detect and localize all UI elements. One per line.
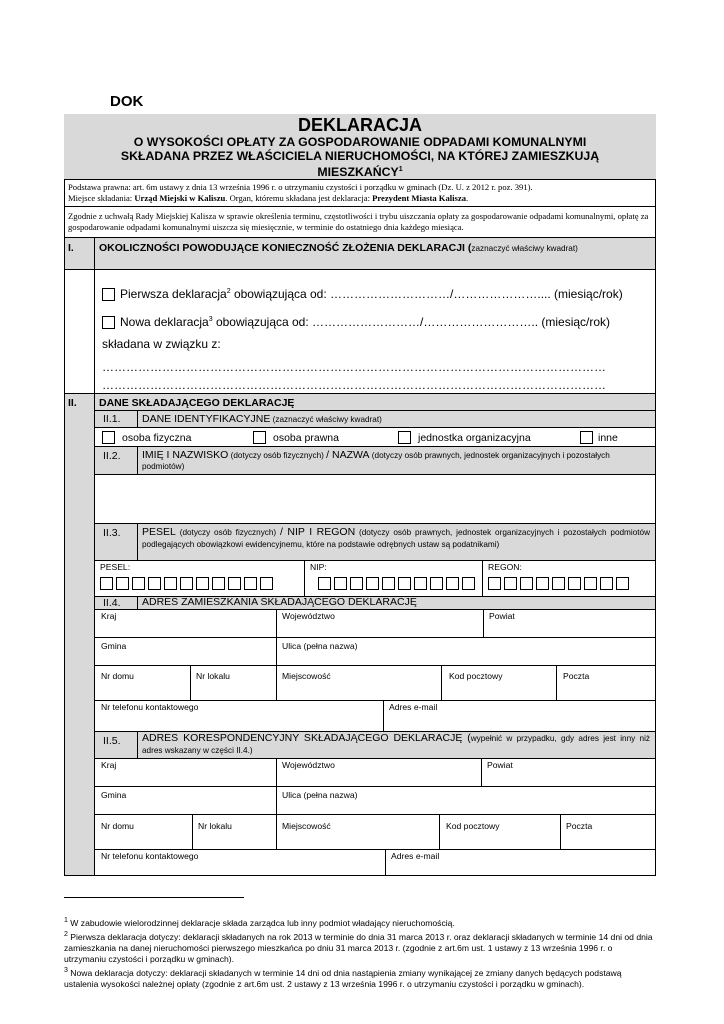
section-2-title: DANE SKŁADAJĄCEGO DEKLARACJĘ — [99, 397, 295, 409]
apartment-number-field[interactable]: Nr lokalu — [196, 671, 230, 681]
document-code: DOK — [110, 93, 144, 110]
other-checkbox[interactable] — [580, 431, 593, 444]
digit-cell[interactable] — [196, 577, 209, 590]
digit-cell[interactable] — [228, 577, 241, 590]
digit-cell[interactable] — [536, 577, 549, 590]
section-2-4-number: II.4. — [103, 597, 121, 609]
digit-cell[interactable] — [398, 577, 411, 590]
section-1-title: OKOLICZNOŚCI POWODUJĄCE KONIECZNOŚĆ ZŁOŻENIA DEKLARACJI (zaznaczyć właściwy kwadrat) — [99, 242, 578, 254]
resolution-note: Zgodnie z uchwałą Rady Miejskiej Kalisza w sprawie określenia terminu, częstotliwości i trybu uiszczania opłaty za gospodarowanie odpadami komunalnymi, opłatę za gospodarowanie odpadami komunalnymi uiszcza się miesięcznie, w terminie do ostatniego dnia każdego miesiąca. — [68, 211, 649, 232]
corr-city-field[interactable]: Miejscowość — [282, 821, 331, 831]
phone-field[interactable]: Nr telefonu kontaktowego — [101, 702, 199, 712]
digit-cell[interactable] — [100, 577, 113, 590]
person-checkbox[interactable] — [102, 431, 115, 444]
digit-cell[interactable] — [350, 577, 363, 590]
nip-label: NIP: — [310, 562, 327, 572]
legal-entity-label: osoba prawna — [273, 432, 339, 444]
section-2-number: II. — [68, 397, 77, 409]
city-field[interactable]: Miejscowość — [282, 671, 331, 681]
corr-voivodeship-field[interactable]: Województwo — [282, 760, 335, 770]
digit-cell[interactable] — [244, 577, 257, 590]
organizational-unit-checkbox[interactable] — [398, 431, 411, 444]
voivodeship-field[interactable]: Województwo — [282, 611, 335, 621]
house-number-field[interactable]: Nr domu — [101, 671, 134, 681]
corr-email-field[interactable]: Adres e-mail — [391, 851, 440, 861]
footnote-separator — [64, 897, 244, 898]
digit-cell[interactable] — [366, 577, 379, 590]
first-declaration-checkbox[interactable] — [102, 288, 115, 301]
form-subtitle-2: SKŁADANA PRZEZ WŁAŚCICIELA NIERUCHOMOŚCI, NA KTÓREJ ZAMIESZKUJĄ — [120, 149, 600, 163]
corr-phone-field[interactable]: Nr telefonu kontaktowego — [101, 851, 199, 861]
country-field[interactable]: Kraj — [101, 611, 117, 621]
digit-cell[interactable] — [318, 577, 331, 590]
digit-cell[interactable] — [260, 577, 273, 590]
corr-post-office-field[interactable]: Poczta — [566, 821, 593, 831]
digit-cell[interactable] — [568, 577, 581, 590]
legal-entity-checkbox[interactable] — [253, 431, 266, 444]
digit-cell[interactable] — [212, 577, 225, 590]
name-input[interactable] — [95, 475, 655, 523]
section-1-number: I. — [68, 242, 74, 254]
corr-house-number-field[interactable]: Nr domu — [101, 821, 134, 831]
digit-cell[interactable] — [600, 577, 613, 590]
commune-field[interactable]: Gmina — [101, 641, 127, 651]
footnote-3: $^3$ Nowa deklaracja dotyczy: deklaracji składanych w terminie 14 dni od dnia nastąpienia zmiany wynikającej ze zmiany danych będących podstawą ustalenia wysokości należnej opłaty (zgodnie z art.6m ust. 2 ustawy z 13 września 1996 r. o utrzymaniu czystości i porządku w gminach). — [64, 966, 622, 989]
section-2-5-number: II.5. — [103, 735, 121, 747]
section-2-2-title: IMIĘ I NAZWISKO (dotyczy osób fizycznych) / NAZWA (dotyczy osób prawnych, jednostek organizacyjnych i pozostałych podmiotów) — [142, 449, 610, 471]
footnote-2: $^2$ Pierwsza deklaracja dotyczy: deklaracji składanych na rok 2013 w terminie do dnia 31 marca 2013 r. oraz deklaracji składanych w terminie 14 dni od dnia zamieszkania na danej nieruchomości pierwszego mieszkańca po dniu 31 marca 2013 r. (zgodnie z art.6m ust. 1 ustawy z 13 września 1996 r. o utrzymaniu czystości i porządku w gminach). — [64, 930, 653, 964]
digit-cell[interactable] — [382, 577, 395, 590]
digit-cell[interactable] — [446, 577, 459, 590]
section-2-3-title: PESEL (dotyczy osób fizycznych) / NIP I REGON (dotyczy osób prawnych, jednostek organizacyjnych i pozostałych podmiotów podlegających obowiązkowi ewidencyjnemu, które na podstawie odrębnych ustaw są podatnikami) — [142, 527, 650, 549]
form-subtitle-3: MIESZKAŃCY$^1$ — [317, 165, 403, 180]
digit-cell[interactable] — [164, 577, 177, 590]
section-2-5-title: ADRES KORESPONDENCYJNY SKŁADAJĄCEGO DEKLARACJĘ (wypełnić w przypadku, gdy adres jest inny niż adres wskazany w części II.4.) — [142, 732, 650, 755]
county-field[interactable]: Powiat — [489, 611, 515, 621]
form-subtitle-1: O WYSOKOŚCI OPŁATY ZA GOSPODAROWANIE ODPADAMI KOMUNALNYMI — [133, 135, 587, 149]
reason-line-1[interactable]: ……………………………………………………………………………………………………………… — [102, 360, 606, 374]
corr-country-field[interactable]: Kraj — [101, 760, 117, 770]
pesel-label: PESEL: — [100, 562, 131, 572]
digit-cell[interactable] — [504, 577, 517, 590]
form-title: DEKLARACJA — [297, 115, 422, 135]
digit-cell[interactable] — [148, 577, 161, 590]
footnote-1: $^1$ W zabudowie wielorodzinnej deklaracje składa zarządca lub inny podmiot władający nieruchomością. — [64, 917, 455, 928]
organizational-unit-label: jednostka organizacyjna — [418, 432, 531, 444]
digit-cell[interactable] — [430, 577, 443, 590]
corr-postal-code-field[interactable]: Kod pocztowy — [446, 821, 500, 831]
section-2-1-number: II.1. — [103, 413, 121, 425]
corr-commune-field[interactable]: Gmina — [101, 790, 127, 800]
corr-county-field[interactable]: Powiat — [487, 760, 513, 770]
corr-apartment-number-field[interactable]: Nr lokalu — [198, 821, 232, 831]
postal-code-field[interactable]: Kod pocztowy — [449, 671, 503, 681]
person-label: osoba fizyczna — [122, 432, 192, 444]
other-label: inne — [598, 432, 618, 444]
new-declaration-text: Nowa deklaracja$^3$ obowiązująca od: ………………………/……………………….. (miesiąc/rok) — [120, 315, 611, 329]
digit-cell[interactable] — [488, 577, 501, 590]
digit-cell[interactable] — [132, 577, 145, 590]
new-declaration-checkbox[interactable] — [102, 316, 115, 329]
section-2-2-number: II.2. — [103, 450, 121, 462]
first-declaration-text: Pierwsza deklaracja$^2$ obowiązująca od: …………………………/………………….... (miesiąc/rok) — [120, 287, 623, 301]
digit-cell[interactable] — [584, 577, 597, 590]
section-2-1-title: DANE IDENTYFIKACYJNE (zaznaczyć właściwy kwadrat) — [142, 413, 382, 425]
digit-cell[interactable] — [462, 577, 475, 590]
section-2-3-number: II.3. — [103, 527, 121, 539]
digit-cell[interactable] — [414, 577, 427, 590]
footnotes — [64, 915, 654, 990]
street-field[interactable]: Ulica (pełna nazwa) — [282, 641, 358, 651]
section-2-4-title: ADRES ZAMIESZKANIA SKŁADAJĄCEGO DEKLARACJĘ — [142, 596, 417, 608]
reason-line-2[interactable]: ……………………………………………………………………………………………………………… — [102, 378, 606, 392]
reason-label: składana w związku z: — [102, 337, 221, 351]
digit-cell[interactable] — [616, 577, 629, 590]
regon-label: REGON: — [488, 562, 522, 572]
post-office-field[interactable]: Poczta — [563, 671, 590, 681]
legal-basis: Podstawa prawna: art. 6m ustawy z dnia 13 września 1996 r. o utrzymaniu czystości i porządku w gminach (Dz. U. z 2012 r. poz. 391). Miejsce składania: Urząd Miejski w Kaliszu. Organ, któremu składana jest deklaracja: Prezydent Miasta Kalisza. — [68, 182, 533, 203]
digit-cell[interactable] — [116, 577, 129, 590]
digit-cell[interactable] — [552, 577, 565, 590]
digit-cell[interactable] — [520, 577, 533, 590]
digit-cell[interactable] — [334, 577, 347, 590]
corr-street-field[interactable]: Ulica (pełna nazwa) — [282, 790, 358, 800]
email-field[interactable]: Adres e-mail — [389, 702, 438, 712]
form-header — [64, 114, 656, 180]
digit-cell[interactable] — [180, 577, 193, 590]
